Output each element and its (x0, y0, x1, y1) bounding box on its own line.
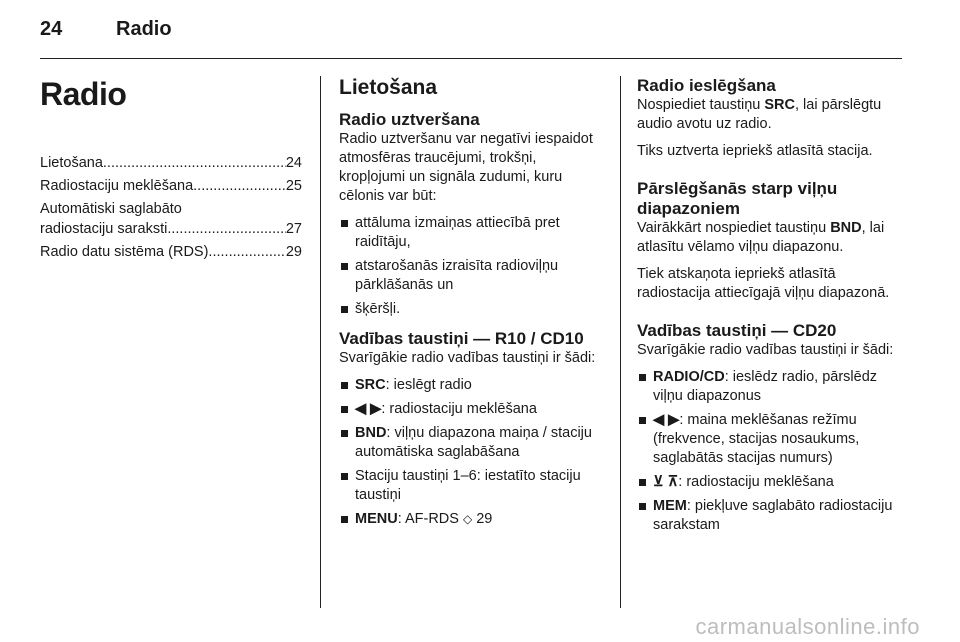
content-column-2 (339, 72, 605, 539)
seek-arrows-icon: ◀ ▶ (653, 412, 680, 428)
list-item: atstarošanās izraisīta radioviļņu pārklāšanās un (339, 257, 605, 295)
key-label: MEM (653, 498, 687, 514)
subsection-title: Vadības taustiņi — R10 / CD10 (339, 329, 584, 348)
section-title: Lietošana (339, 76, 438, 99)
list-item: BND: viļņu diapazona maiņa / staciju automātiska saglabāšana (339, 424, 605, 462)
key-label: SRC (355, 377, 386, 393)
page-reference-icon[interactable]: ◇ (462, 512, 473, 526)
subsection-title: Radio ieslēgšana (637, 76, 776, 95)
list-item: SRC: ieslēgt radio (339, 376, 605, 395)
list-item: Staciju taustiņi 1–6: iestatīto staciju taustiņi (339, 467, 605, 505)
seek-arrows-icon: ◀ ▶ (355, 401, 382, 417)
page-reference[interactable]: 29 (476, 511, 493, 527)
watermark: carmanualsonline.info (695, 614, 920, 639)
paragraph: Svarīgākie radio vadības taustiņi ir šādi: (339, 350, 596, 366)
tune-arrows-icon: ⊻ ⊼ (653, 474, 679, 490)
column-divider (320, 76, 321, 608)
paragraph: Tiek atskaņota iepriekš atlasītā radiostacija attiecīgajā viļņu diapazonā. (637, 266, 890, 301)
bullet-list (339, 214, 605, 319)
content-column-3 (637, 72, 905, 545)
toc-entry[interactable] (40, 242, 302, 262)
key-label: BND (355, 425, 387, 441)
toc-entry[interactable] (40, 176, 302, 196)
key-label: SRC (764, 97, 795, 113)
toc-entry-text: Radiostaciju meklēšana (40, 178, 194, 194)
subsection-title: Radio uztveršana (339, 110, 480, 129)
list-item: RADIO/CD: ieslēdz radio, pārslēdz viļņu diapazonus (637, 368, 905, 406)
list-item: ⊻ ⊼: radiostaciju meklēšana (637, 473, 905, 492)
key-label: MENU (355, 511, 398, 527)
page-header (40, 18, 172, 41)
toc-entry-page: 27 (285, 221, 302, 237)
chapter-title: Radio (40, 76, 127, 112)
bullet-list (637, 368, 905, 535)
section-name: Radio (116, 18, 172, 40)
header-rule (40, 58, 902, 59)
toc-entry-page: 25 (285, 178, 302, 194)
toc-entry-page: 29 (285, 244, 302, 260)
list-item: MENU: AF-RDS ◇ 29 (339, 510, 605, 529)
paragraph: Tiks uztverta iepriekš atlasītā stacija. (637, 143, 873, 159)
subsection-title: Vadības taustiņi — CD20 (637, 321, 837, 340)
bullet-list (339, 376, 605, 529)
toc-entry-text: Lietošana (40, 155, 103, 171)
list-item: MEM: piekļuve saglabāto radiostaciju sarakstam (637, 497, 905, 535)
key-label: RADIO/CD (653, 369, 725, 385)
paragraph: Vairākkārt nospiediet taustiņu BND, lai atlasītu vēlamo viļņu diapazonu. (637, 220, 885, 255)
paragraph: Nospiediet taustiņu SRC, lai pārslēgtu audio avotu uz radio. (637, 97, 882, 132)
page-number: 24 (40, 18, 63, 40)
paragraph: Svarīgākie radio vadības taustiņi ir šādi: (637, 342, 894, 358)
toc-column (40, 72, 302, 265)
toc-entry[interactable] (40, 199, 302, 239)
subsection-title: Pārslēgšanās starp viļņu diapazoniem (637, 179, 838, 218)
list-item: šķēršļi. (339, 300, 605, 319)
list-item: attāluma izmaiņas attiecībā pret raidītāju, (339, 214, 605, 252)
toc-entry-text: radiostaciju saraksti (40, 221, 168, 237)
column-divider (620, 76, 621, 608)
paragraph: Radio uztveršanu var negatīvi iespaidot atmosfēras traucējumi, trokšņi, kropļojumi un signāla zudumi, kuru cēlonis var būt: (339, 131, 593, 204)
toc-entry[interactable] (40, 153, 302, 173)
toc-entry-text: Radio datu sistēma (RDS) (40, 244, 209, 260)
toc-entry-text: Automātiski saglabāto (40, 201, 182, 217)
list-item: ◀ ▶: maina meklēšanas režīmu (frekvence, stacijas nosaukums, saglabātās stacijas numurs) (637, 411, 905, 468)
key-label: BND (830, 220, 862, 236)
list-item: ◀ ▶: radiostaciju meklēšana (339, 400, 605, 419)
toc-entry-page: 24 (285, 155, 302, 171)
